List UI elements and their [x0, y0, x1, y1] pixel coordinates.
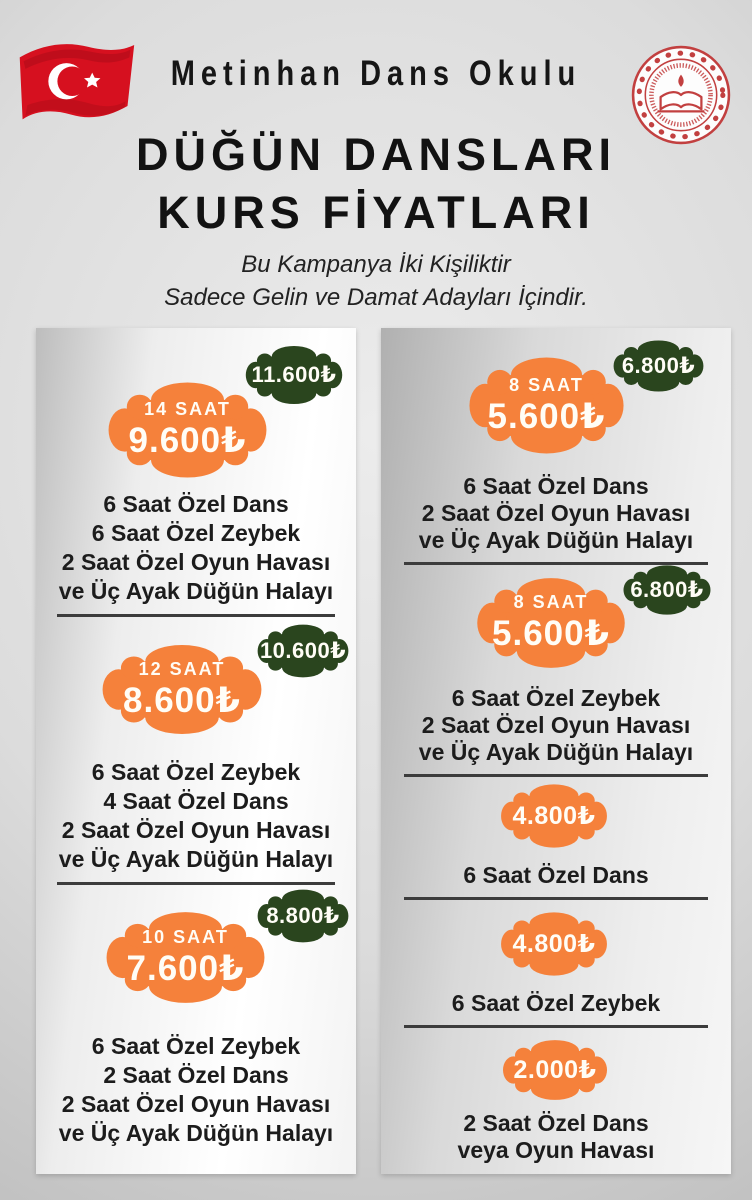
description-line: 6 Saat Özel Zeybek: [91, 520, 301, 546]
course-description: [36, 490, 356, 606]
price-label: 2.000₺: [513, 1056, 597, 1084]
description-line: 4 Saat Özel Dans: [103, 788, 289, 814]
course-description: [381, 990, 731, 1017]
description-line: 2 Saat Özel Dans: [103, 1062, 289, 1088]
hours-label: 12 SAAT: [138, 658, 226, 679]
description-line: 2 Saat Özel Oyun Havası: [61, 549, 331, 575]
price-card-10-saat: [36, 882, 356, 1148]
course-description: [381, 862, 731, 889]
hours-label: 14 SAAT: [144, 399, 231, 419]
badge-group: [381, 890, 731, 990]
price-label: 9.600₺: [128, 421, 247, 460]
badge-group: [36, 882, 356, 1032]
subtitle-line-2: Sadece Gelin ve Damat Adayları İçindir.: [164, 284, 588, 311]
price-label: 8.600₺: [123, 680, 241, 720]
price-label: 4.800₺: [512, 930, 596, 958]
price-card-14-saat: [36, 328, 356, 617]
badge-group: [381, 1022, 731, 1110]
old-price-badge: [255, 621, 351, 681]
hours-label: 10 SAAT: [142, 926, 229, 947]
description-line: 6 Saat Özel Zeybek: [91, 1033, 301, 1059]
description-line: ve Üç Ayak Düğün Halayı: [418, 527, 694, 553]
hours-label: 8 SAAT: [509, 374, 584, 395]
description-line: 6 Saat Özel Dans: [103, 491, 289, 517]
course-description: [381, 473, 731, 554]
old-price-label: 10.600₺: [259, 638, 347, 663]
price-card-6-saat-dans: [381, 772, 731, 900]
price-card-2-saat: [381, 1022, 731, 1164]
price-label: 5.600₺: [487, 396, 606, 436]
old-price-badge: [621, 562, 713, 618]
price-badge: [104, 376, 271, 484]
poster-subtitle: [0, 248, 752, 314]
price-card-8-saat-dans: [381, 328, 731, 565]
course-description: [381, 685, 731, 766]
school-name-text: Metinhan Dans Okulu: [170, 54, 582, 94]
badge-group: [381, 772, 731, 862]
price-label: 4.800₺: [512, 802, 596, 830]
description-line: 2 Saat Özel Oyun Havası: [61, 817, 331, 843]
price-panel-left: [36, 328, 356, 1174]
old-price-label: 6.800₺: [630, 577, 704, 602]
price-panel-right: [381, 328, 731, 1174]
price-badge: [500, 1036, 610, 1104]
price-card-12-saat: [36, 617, 356, 885]
description-line: 6 Saat Özel Dans: [463, 862, 649, 888]
course-description: [381, 1110, 731, 1164]
description-line: 2 Saat Özel Oyun Havası: [421, 500, 691, 526]
old-price-label: 11.600₺: [251, 362, 337, 387]
description-line: 2 Saat Özel Oyun Havası: [61, 1091, 331, 1117]
price-badge: [102, 906, 269, 1009]
badge-group: [381, 557, 731, 685]
badge-group: [36, 617, 356, 758]
description-line: ve Üç Ayak Düğün Halayı: [58, 1120, 334, 1146]
hours-label: 8 SAAT: [513, 592, 589, 612]
badge-group: [36, 328, 356, 490]
description-line: 6 Saat Özel Zeybek: [91, 759, 301, 785]
price-card-8-saat-zeybek: [381, 557, 731, 777]
price-badge: [473, 572, 629, 674]
description-line: ve Üç Ayak Düğün Halayı: [418, 739, 694, 765]
poster-header: [0, 0, 752, 328]
course-description: [36, 758, 356, 874]
description-line: 2 Saat Özel Oyun Havası: [421, 712, 691, 738]
description-line: ve Üç Ayak Düğün Halayı: [58, 846, 334, 872]
subtitle-line-1: Bu Kampanya İki Kişiliktir: [241, 251, 511, 278]
badge-group: [381, 328, 731, 473]
old-price-badge: [255, 886, 351, 946]
course-description: [36, 1032, 356, 1148]
description-line: 6 Saat Özel Zeybek: [451, 685, 661, 711]
description-line: 6 Saat Özel Zeybek: [451, 990, 661, 1016]
old-price-label: 6.800₺: [621, 353, 696, 378]
price-badge: [498, 908, 610, 980]
description-line: veya Oyun Havası: [457, 1137, 655, 1163]
description-line: ve Üç Ayak Düğün Halayı: [58, 578, 334, 604]
description-line: 6 Saat Özel Dans: [463, 473, 649, 499]
price-badge: [498, 780, 610, 852]
price-badge: [98, 639, 266, 740]
price-label: 5.600₺: [492, 614, 610, 653]
price-label: 7.600₺: [126, 948, 245, 988]
title-line-1: DÜĞÜN DANSLARI: [136, 129, 616, 180]
description-line: 2 Saat Özel Dans: [463, 1110, 649, 1136]
price-badge: [465, 351, 628, 460]
poster-title: [0, 126, 752, 242]
title-line-2: KURS FİYATLARI: [157, 187, 595, 238]
price-card-6-saat-zeybek: [381, 890, 731, 1028]
old-price-label: 8.800₺: [266, 903, 340, 928]
